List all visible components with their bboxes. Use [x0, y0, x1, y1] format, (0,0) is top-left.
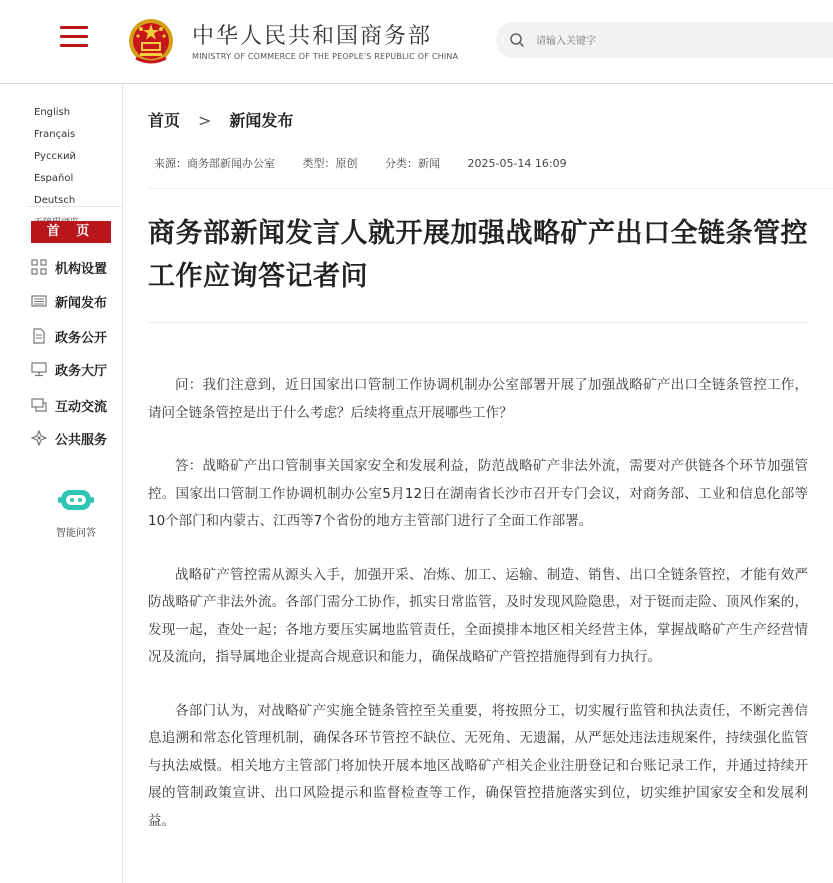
org-structure-icon — [31, 259, 47, 275]
meta-source: 来源：商务部新闻办公室 — [154, 157, 275, 170]
search-input[interactable] — [534, 30, 818, 52]
breadcrumb-home[interactable]: 首页 — [148, 111, 181, 130]
site-name-en[interactable]: MINISTRY OF COMMERCE OF THE PEOPLE'S REPUBLIC OF CHINA — [192, 52, 459, 61]
news-icon — [31, 293, 47, 309]
article-meta — [154, 155, 591, 171]
ai-qa-button[interactable] — [48, 486, 104, 539]
breadcrumb-current[interactable]: 新闻发布 — [229, 111, 294, 130]
sidebar-home-button[interactable]: 首 页 — [31, 221, 111, 243]
monitor-icon — [31, 361, 47, 377]
sidebar-item-label: 政务公开 — [55, 330, 108, 346]
meta-type: 类型：原创 — [302, 157, 358, 170]
article-paragraph: 战略矿产管控需从源头入手，加强开采、冶炼、加工、运输、制造、销售、出口全链条管控，才能有效严防战略矿产非法外流。各部门需分工协作，抓实日常监管，及时发现风险隐患，对于铤而走险、顶风作案的，发现一起，查处一起；各地方要压实属地监管责任，全面摸排本地区相关经营主体，掌握战略矿产生产经营情况及流向，指导属地企业提高合规意识和能力，确保战略矿产管控措施得到有力执行。 — [148, 566, 808, 665]
document-icon — [31, 328, 47, 344]
search-bar[interactable] — [496, 22, 833, 58]
sidebar-item-label: 互动交流 — [55, 399, 108, 415]
sidebar-item-service-hall[interactable] — [31, 357, 121, 381]
service-icon — [31, 430, 47, 446]
article-title: 商务部新闻发言人就开展加强战略矿产出口全链条管控工作应询答记者问 — [148, 218, 808, 292]
ai-qa-label: 智能问答 — [56, 528, 96, 539]
sidebar — [0, 84, 123, 883]
robot-icon — [58, 486, 94, 514]
lang-german[interactable]: Deutsch — [34, 195, 76, 206]
sidebar-item-label: 新闻发布 — [55, 295, 108, 311]
meta-category: 分类：新闻 — [385, 157, 440, 170]
lang-russian[interactable]: Русский — [34, 151, 76, 162]
breadcrumb — [148, 108, 293, 131]
chevron-right-icon: > — [198, 111, 212, 130]
article-body — [148, 372, 808, 861]
site-header — [0, 0, 833, 84]
article-paragraph: 答：战略矿产出口管制事关国家安全和发展利益，防范战略矿产非法外流，需要对产供链各个环节加强管控。国家出口管制工作协调机制办公室5月12日在湖南省长沙市召开专门会议，对商务部、工业和信息化部等10个部门和内蒙古、江西等7个省份的地方主管部门进行了全面工作部署。 — [148, 458, 808, 529]
sidebar-item-label: 政务大厅 — [55, 363, 108, 379]
divider — [148, 322, 808, 323]
sidebar-item-public-service[interactable] — [31, 426, 121, 450]
site-name-cn[interactable]: 中华人民共和国商务部 — [192, 24, 433, 49]
article-paragraph: 各部门认为，对战略矿产实施全链条管控至关重要，将按照分工，切实履行监管和执法责任，不断完善信息追溯和常态化管理机制，确保各环节管控不缺位、无死角、无遗漏，从严惩处违法违规案件，持续强化监管与执法威慑。相关地方主管部门将加快开展本地区战略矿产相关企业注册登记和台账记录工作，并通过持续开展的管制政策宣讲、出口风险提示和监督检查等工作，确保管控措施落实到位，切实维护国家安全和发展利益。 — [148, 702, 808, 829]
sidebar-item-interaction[interactable] — [31, 393, 121, 417]
national-emblem[interactable] — [126, 14, 176, 66]
lang-french[interactable]: Français — [34, 129, 76, 140]
language-links — [34, 102, 119, 234]
article-paragraph: 问：我们注意到，近日国家出口管制工作协调机制办公室部署开展了加强战略矿产出口全链条管控工作，请问全链条管控是出于什么考虑？后续将重点开展哪些工作？ — [148, 377, 808, 421]
sidebar-item-label: 公共服务 — [55, 432, 108, 448]
divider — [148, 188, 833, 189]
meta-datetime: 2025-05-14 16:09 — [467, 157, 567, 170]
search-icon[interactable] — [508, 31, 526, 49]
chat-icon — [31, 397, 47, 413]
sidebar-item-open-affairs[interactable] — [31, 324, 121, 348]
sidebar-item-news[interactable] — [31, 289, 121, 313]
sidebar-item-org[interactable] — [31, 255, 121, 279]
menu-icon[interactable] — [60, 26, 88, 50]
lang-spanish[interactable]: Español — [34, 173, 74, 184]
sidebar-item-label: 机构设置 — [55, 261, 108, 277]
lang-english[interactable]: English — [34, 107, 71, 118]
sidebar-divider — [28, 206, 122, 207]
